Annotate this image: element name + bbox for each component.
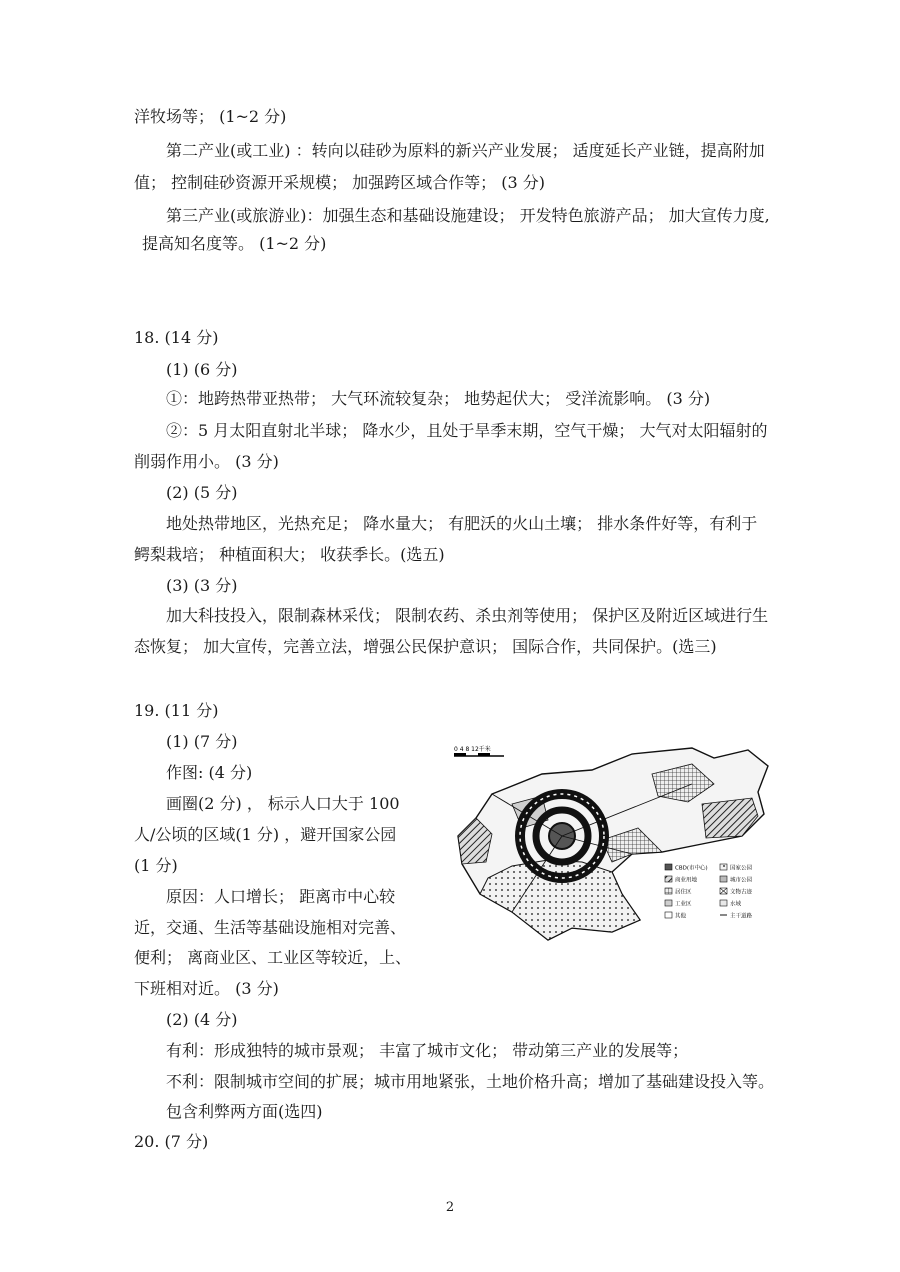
- question-heading: 20. (7 分): [134, 1132, 209, 1151]
- text-line: 削弱作用小。 (3 分): [134, 452, 279, 471]
- legend-label: 商业用地: [675, 877, 698, 884]
- subquestion-label: (2) (4 分): [166, 1010, 238, 1029]
- subquestion-label: (3) (3 分): [166, 576, 238, 595]
- legend-label: CBD(市中心): [675, 865, 708, 872]
- question-heading: 18. (14 分): [134, 328, 219, 347]
- page-number: 2: [445, 1200, 455, 1215]
- subquestion-label: (1) (7 分): [166, 732, 238, 751]
- text-line: 第三产业(或旅游业)：加强生态和基础设施建设； 开发特色旅游产品； 加大宣传力度,: [166, 206, 770, 225]
- text-line: (1 分): [134, 856, 178, 875]
- text-line: 地处热带地区，光热充足； 降水量大； 有肥沃的火山土壤； 排水条件好等，有利于: [166, 514, 758, 533]
- text-line: 包含利弊两方面(选四): [166, 1102, 323, 1121]
- map-legend: [665, 864, 753, 920]
- legend-label: 居住区: [675, 889, 692, 896]
- text-line: 人/公顷的区域(1 分) ，避开国家公园: [134, 825, 397, 844]
- subquestion-label: (1) (6 分): [166, 360, 238, 379]
- text-line: 洋牧场等； (1~2 分): [134, 107, 287, 126]
- commercial-zone: [702, 798, 758, 838]
- scale-bar: [454, 745, 504, 756]
- text-line: 便利； 离商业区、工业区等较近，上、: [134, 948, 412, 967]
- legend-label: 水域: [730, 901, 742, 908]
- national-park-area: [480, 860, 640, 940]
- text-line: 加大科技投入，限制森林采伐； 限制农药、杀虫剂等使用； 保护区及附近区域进行生: [166, 606, 769, 625]
- text-line: 作图: (4 分): [166, 763, 253, 782]
- text-line: 下班相对近。 (3 分): [134, 979, 279, 998]
- subquestion-label: (2) (5 分): [166, 483, 238, 502]
- text-line: 不利：限制城市空间的扩展；城市用地紧张，土地价格升高；增加了基础建设投入等。: [166, 1072, 775, 1091]
- text-line: 原因：人口增长； 距离市中心较: [166, 887, 396, 906]
- text-line: 有利：形成独特的城市景观； 丰富了城市文化； 带动第三产业的发展等；: [166, 1041, 689, 1060]
- text-line: 提高知名度等。 (1~2 分): [142, 234, 327, 253]
- legend-label: 城市公园: [730, 877, 753, 884]
- legend-label: 主干道路: [730, 913, 753, 920]
- legend-label: 工业区: [675, 901, 692, 908]
- text-line: 鳄梨栽培； 种植面积大； 收获季长。(选五): [134, 545, 445, 564]
- scale-label: 0 4 8 12千米: [454, 746, 491, 753]
- question-heading: 19. (11 分): [134, 701, 219, 720]
- legend-label: 其他: [675, 913, 687, 920]
- text-line: 近，交通、生活等基础设施相对完善、: [134, 918, 407, 937]
- text-line: 值； 控制硅砂资源开采规模； 加强跨区域合作等； (3 分): [134, 173, 546, 192]
- text-line: ①：地跨热带亚热带； 大气环流较复杂； 地势起伏大； 受洋流影响。 (3 分): [166, 389, 711, 408]
- city-land-use-map: [452, 744, 782, 952]
- text-line: 态恢复； 加大宣传，完善立法，增强公民保护意识； 国际合作，共同保护。(选三): [134, 637, 717, 656]
- legend-label: 国家公园: [730, 865, 753, 872]
- text-line: ②：5 月太阳直射北半球； 降水少，且处于旱季末期，空气干燥； 大气对太阳辐射的: [166, 421, 768, 440]
- legend-label: 文物古迹: [730, 889, 753, 896]
- text-line: 画圈(2 分) ， 标示人口大于 100: [166, 794, 400, 813]
- text-line: 第二产业(或工业) ：转向以硅砂为原料的新兴产业发展； 适度延长产业链，提高附加: [166, 141, 765, 160]
